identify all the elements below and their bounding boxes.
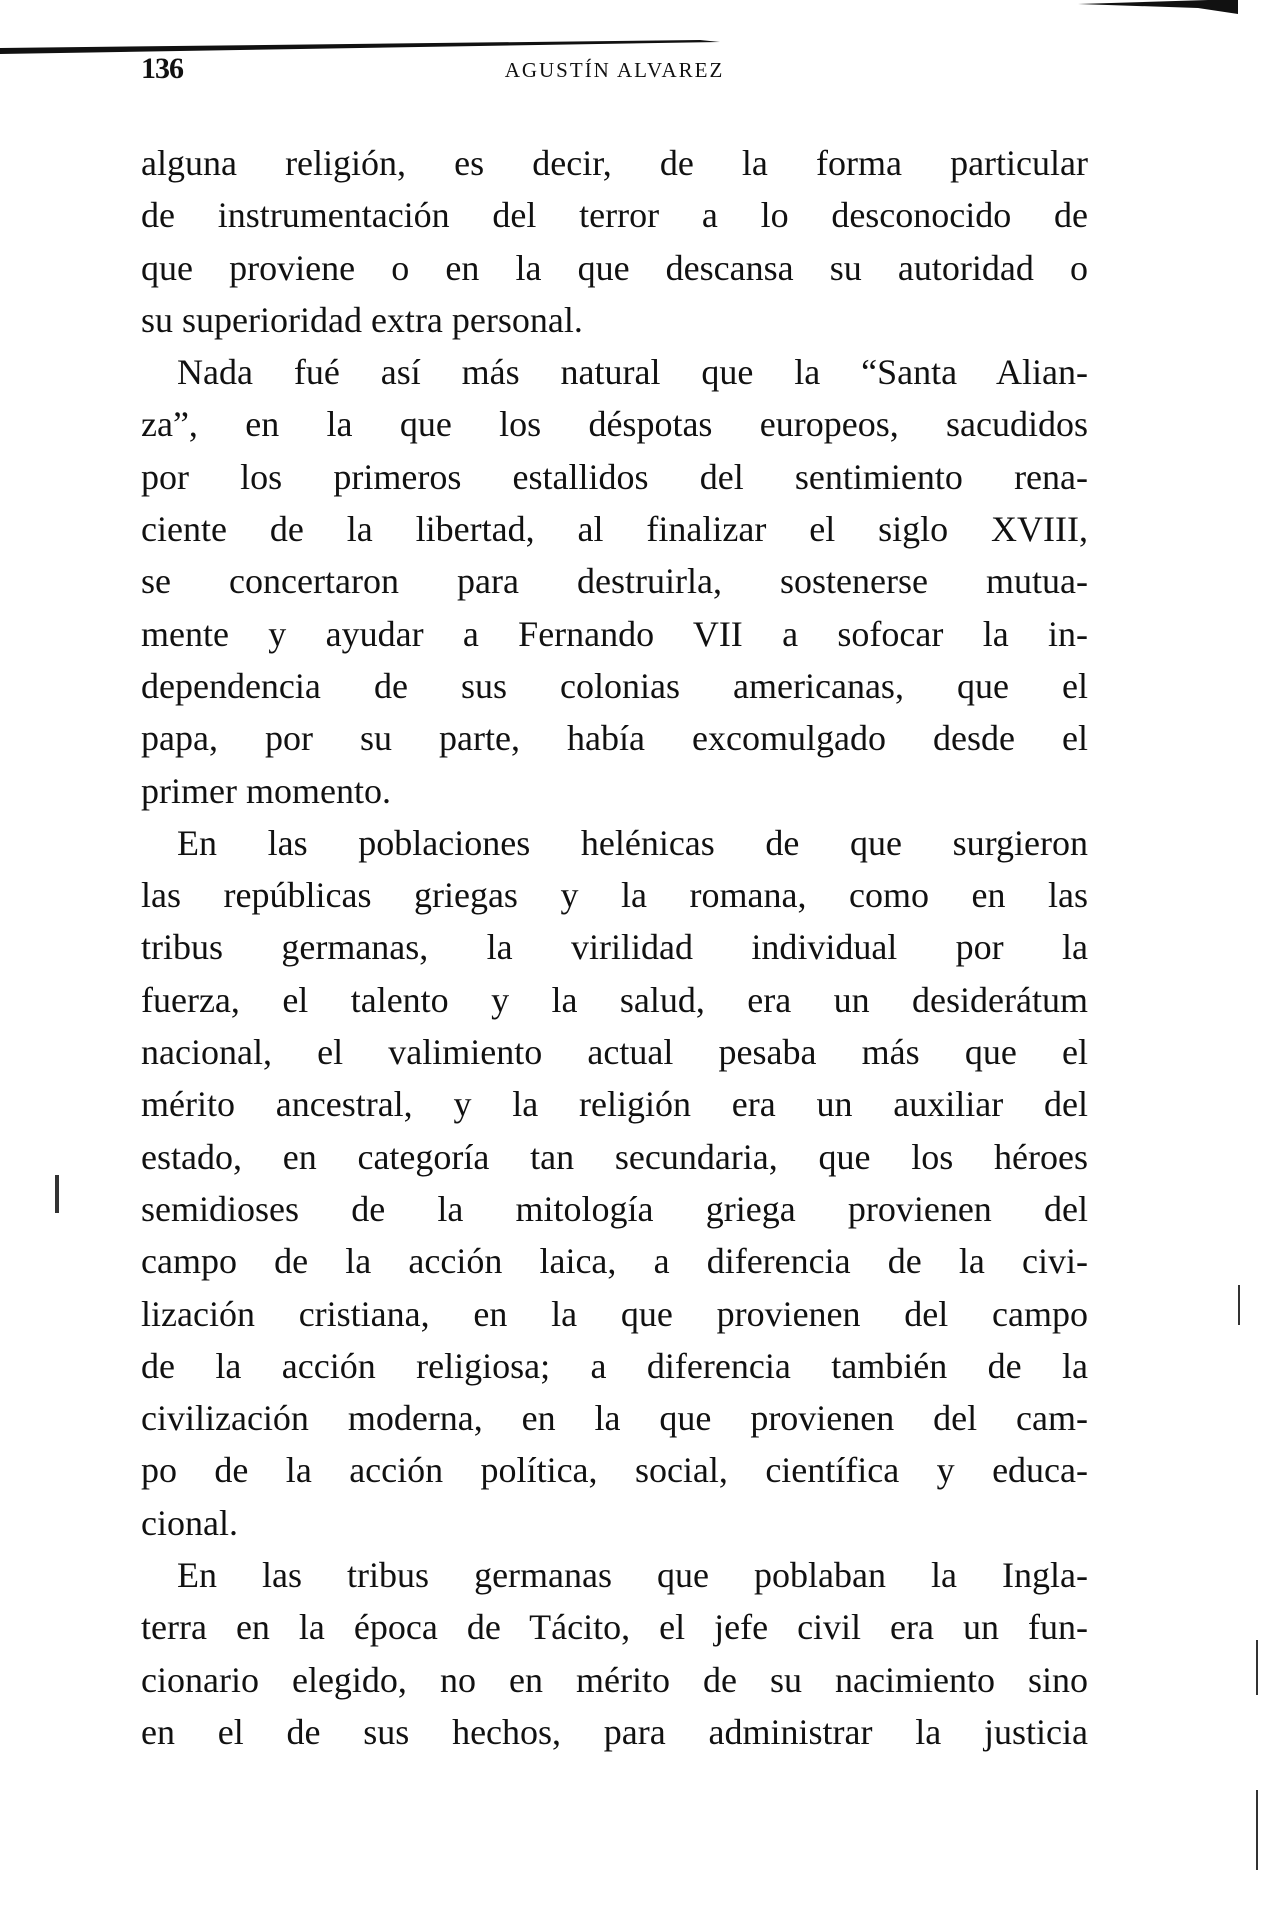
text-line: dependencia de sus colonias americanas, que el xyxy=(141,665,1088,706)
text-line: cional. xyxy=(141,1502,238,1543)
text-line: papa, por su parte, había excomulgado desde el xyxy=(141,718,1088,759)
text-line: se concertaron para destruirla, sostenerse mutua- xyxy=(141,561,1088,602)
text-line: lización cristiana, en la que provienen del campo xyxy=(141,1293,1088,1334)
text-line: semidioses de la mitología griega provienen del xyxy=(141,1188,1088,1229)
text-line: Nada fué así más natural que la “Santa Alian- xyxy=(177,352,1088,393)
text-line: nacional, el valimiento actual pesaba más que el xyxy=(141,1032,1088,1073)
page-number: 136 xyxy=(141,52,183,85)
text-line: ciente de la libertad, al finalizar el siglo XVIII, xyxy=(141,509,1088,550)
text-line: de instrumentación del terror a lo desconocido de xyxy=(141,195,1088,236)
text-line: mente y ayudar a Fernando VII a sofocar la in- xyxy=(141,613,1088,654)
text-line: cionario elegido, no en mérito de su nacimiento sino xyxy=(141,1659,1088,1700)
text-line: por los primeros estallidos del sentimiento rena- xyxy=(141,456,1088,497)
text-line: terra en la época de Tácito, el jefe civil era un fun- xyxy=(141,1607,1088,1648)
text-line: za”, en la que los déspotas europeos, sacudidos xyxy=(141,404,1088,445)
text-line: tribus germanas, la virilidad individual por la xyxy=(141,927,1088,968)
text-line: En las tribus germanas que poblaban la Ingla- xyxy=(177,1555,1088,1596)
text-line: las repúblicas griegas y la romana, como en las xyxy=(141,875,1088,916)
text-line: mérito ancestral, y la religión era un auxiliar del xyxy=(141,1084,1088,1125)
text-line: po de la acción política, social, científica y educa- xyxy=(141,1450,1088,1491)
text-line: de la acción religiosa; a diferencia también de la xyxy=(141,1345,1088,1386)
text-line: En las poblaciones helénicas de que surgieron xyxy=(177,822,1088,863)
margin-mark xyxy=(1256,1640,1258,1695)
running-head: AGUSTÍN ALVAREZ xyxy=(504,58,725,82)
text-line: alguna religión, es decir, de la forma particular xyxy=(141,143,1088,183)
margin-mark xyxy=(1256,1790,1258,1870)
scan-corner-mark xyxy=(1078,0,1238,14)
text-line: estado, en categoría tan secundaria, que los héroes xyxy=(141,1136,1088,1177)
page-header xyxy=(141,52,1088,92)
margin-mark xyxy=(55,1175,59,1213)
body-text xyxy=(141,137,1088,1758)
text-line: primer momento. xyxy=(141,770,391,811)
margin-mark xyxy=(1238,1285,1240,1325)
text-line: civilización moderna, en la que provienen del cam- xyxy=(141,1398,1088,1439)
text-line: que proviene o en la que descansa su autoridad o xyxy=(141,247,1088,288)
text-line: en el de sus hechos, para administrar la justicia xyxy=(141,1711,1088,1752)
text-line: su superioridad extra personal. xyxy=(141,299,583,340)
text-line: campo de la acción laica, a diferencia de la civi- xyxy=(141,1241,1088,1282)
text-line: fuerza, el talento y la salud, era un desiderátum xyxy=(141,979,1088,1020)
